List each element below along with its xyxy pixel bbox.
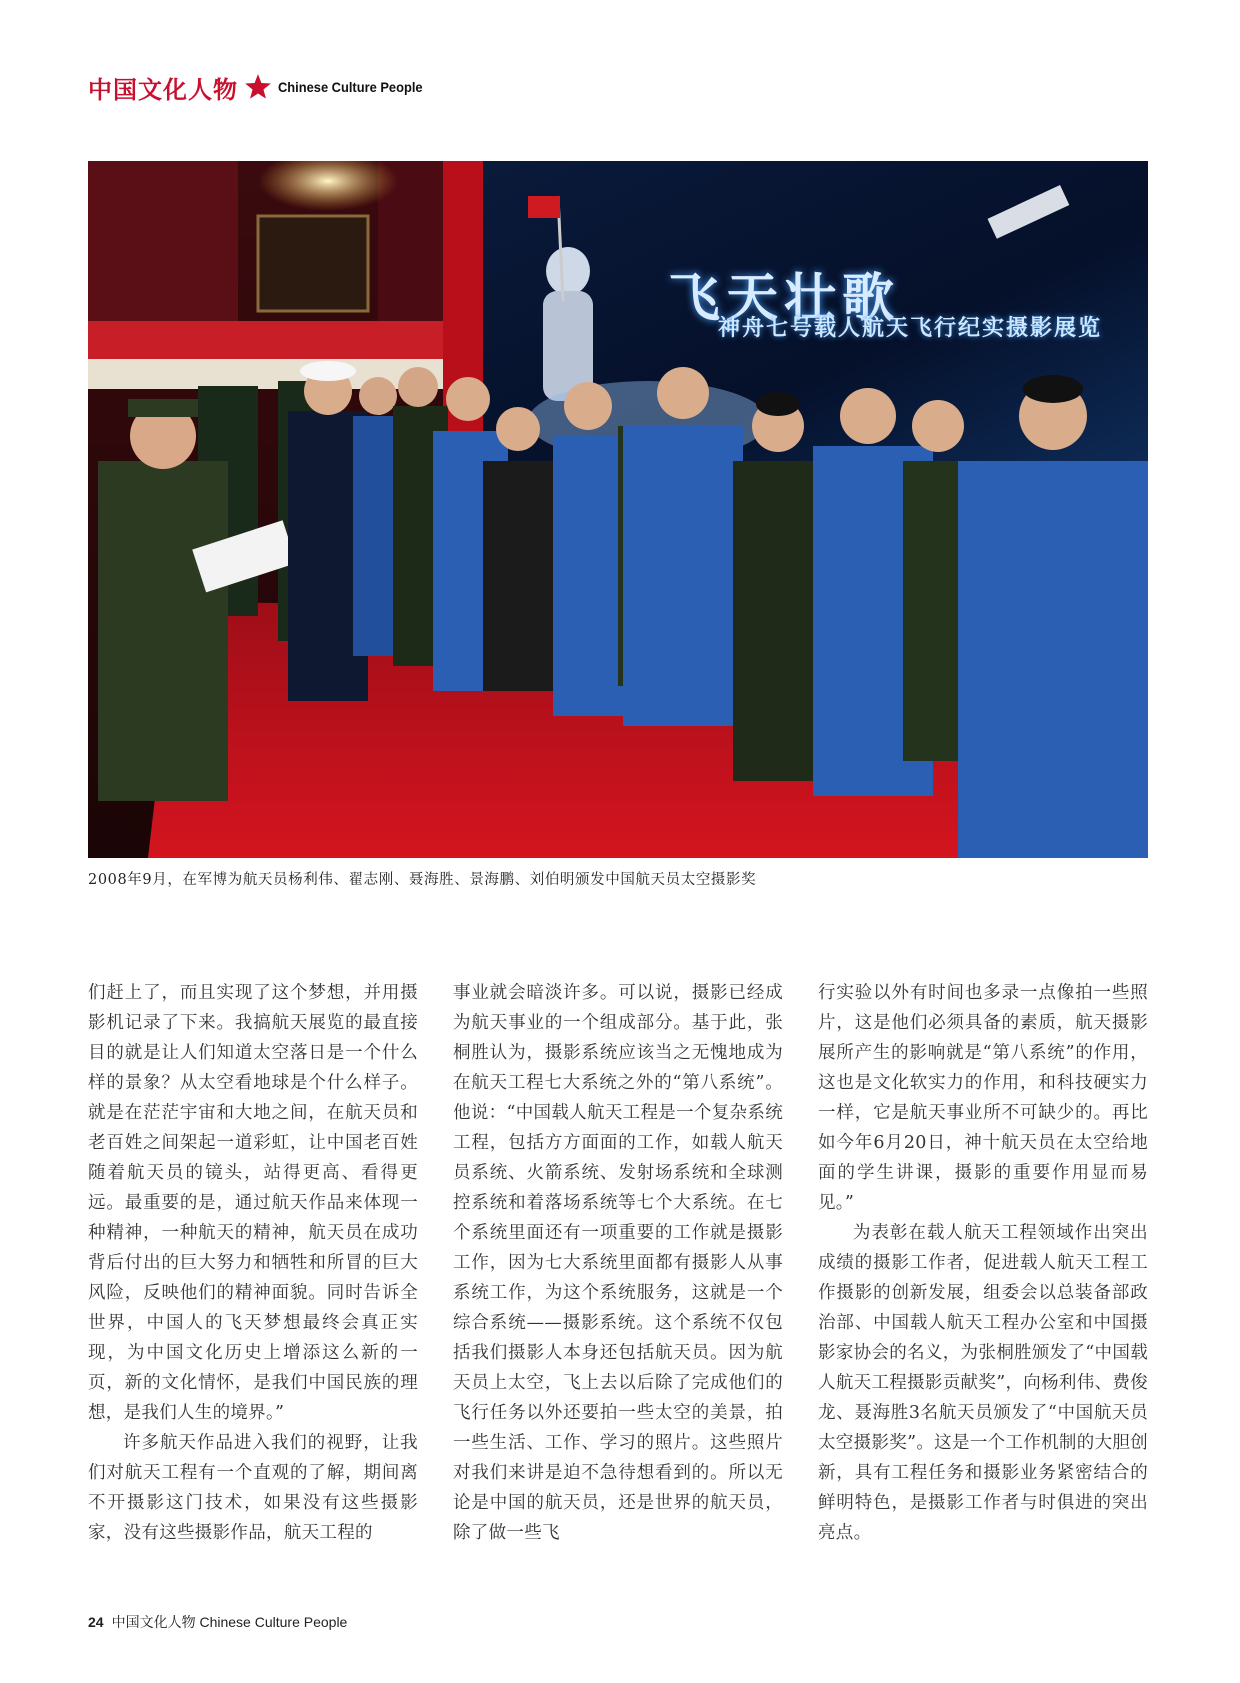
masthead-title-cn: 中国文化人物 xyxy=(88,74,238,104)
photo-banner-title: 飞天壮歌 xyxy=(668,269,901,329)
photo-caption: 2008年9月，在军博为航天员杨利伟、翟志刚、聂海胜、景海鹏、刘伯明颁发中国航天员太空摄影奖 xyxy=(88,872,757,888)
footer-publication: 中国文化人物 Chinese Culture People xyxy=(111,1614,348,1630)
page-number: 24 xyxy=(88,1614,104,1630)
photo-banner-subtitle: 神舟七号载人航天飞行纪实摄影展览 xyxy=(718,316,1103,341)
ceremony-photo xyxy=(88,161,1148,858)
masthead xyxy=(88,70,435,104)
paragraph: 行实验以外有时间也多录一点像拍一些照片，这是他们必须具备的素质，航天摄影展所产生的影响就是“第八系统”的作用，这也是文化软实力的作用，和科技硬实力一样，它是航天事业所不可缺少的。再比如今年6月20日，神十航天员在太空给地面的学生讲课，摄影的重要作用显而易见。” xyxy=(818,983,1148,1213)
article-column-1 xyxy=(88,978,418,1548)
paragraph: 事业就会暗淡许多。可以说，摄影已经成为航天事业的一个组成部分。基于此，张桐胜认为，摄影系统应该当之无愧地成为在航天工程七大系统之外的“第八系统”。他说：“中国载人航天工程是一个复杂系统工程，包括方方面面的工作，如载人航天员系统、火箭系统、发射场系统和全球测控系统和着落场系统等七个大系统。在七个系统里面还有一项重要的工作就是摄影工作，因为七大系统里面都有摄影人从事系统工作，为这个系统服务，这就是一个综合系统——摄影系统。这个系统不仅包括我们摄影人本身还包括航天员。因为航天员上太空，飞上去以后除了完成他们的飞行任务以外还要拍一些太空的美景，拍一些生活、工作、学习的照片。这些照片对我们来讲是迫不急待想看到的。所以无论是中国的航天员，还是世界的航天员，除了做一些飞 xyxy=(453,983,783,1543)
paragraph: 为表彰在载人航天工程领域作出突出成绩的摄影工作者，促进载人航天工程工作摄影的创新发展，组委会以总装备部政治部、中国载人航天工程办公室和中国摄影家协会的名义，为张桐胜颁发了“中国载人航天工程摄影贡献奖”，向杨利伟、费俊龙、聂海胜3名航天员颁发了“中国航天员太空摄影奖”。这是一个工作机制的大胆创新，具有工程任务和摄影业务紧密结合的鲜明特色，是摄影工作者与时俱进的突出亮点。 xyxy=(818,1223,1148,1543)
red-star-icon xyxy=(244,73,272,101)
article-column-2 xyxy=(453,978,783,1548)
article-column-3 xyxy=(818,978,1148,1548)
page-footer xyxy=(88,1612,347,1632)
masthead-title-en: Chinese Culture People xyxy=(278,79,423,95)
paragraph: 许多航天作品进入我们的视野，让我们对航天工程有一个直观的了解，期间离不开摄影这门技术，如果没有这些摄影家，没有这些摄影作品，航天工程的 xyxy=(88,1433,418,1543)
photo-illustration xyxy=(88,161,1148,858)
paragraph: 们赶上了，而且实现了这个梦想，并用摄影机记录了下来。我搞航天展览的最直接目的就是让人们知道太空落日是一个什么样的景象？从太空看地球是个什么样子。就是在茫茫宇宙和大地之间，在航天员和老百姓之间架起一道彩虹，让中国老百姓随着航天员的镜头，站得更高、看得更远。最重要的是，通过航天作品来体现一种精神，一种航天的精神，航天员在成功背后付出的巨大努力和牺牲和所冒的巨大风险，反映他们的精神面貌。同时告诉全世界，中国人的飞天梦想最终会真正实现，为中国文化历史上增添这么新的一页，新的文化情怀，是我们中国民族的理想，是我们人生的境界。” xyxy=(88,983,418,1423)
